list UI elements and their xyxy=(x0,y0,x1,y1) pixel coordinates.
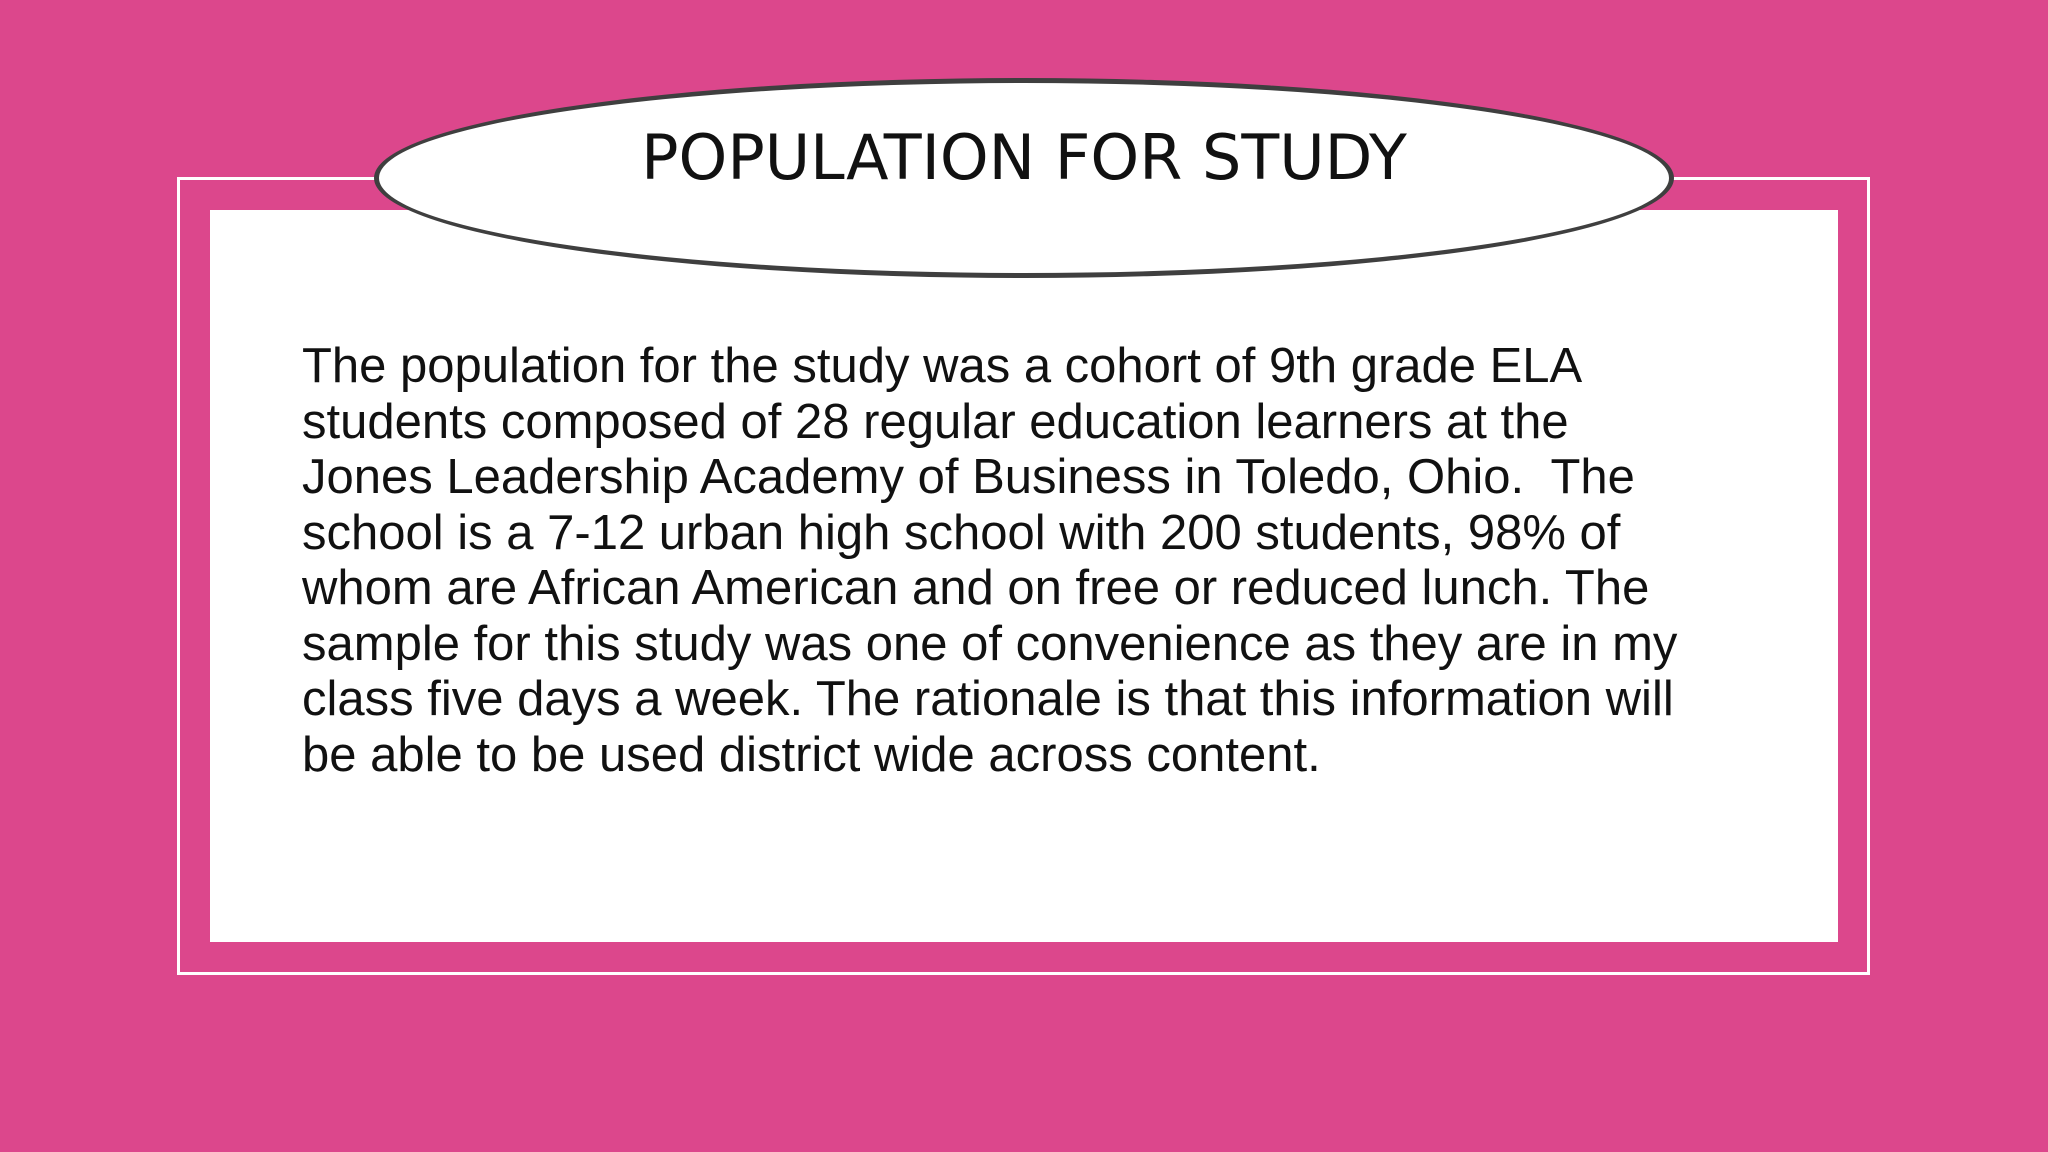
body-line: students composed of 28 regular education learners at the xyxy=(302,394,1569,449)
body-line: The population for the study was a cohort of 9th grade ELA xyxy=(302,339,1583,393)
body-line: sample for this study was one of convenience as they are in my xyxy=(302,616,1678,671)
body-paragraph xyxy=(302,339,1762,783)
slide-title: POPULATION FOR STUDY xyxy=(641,121,1407,194)
body-line: school is a 7-12 urban high school with 200 students, 98% of xyxy=(302,505,1621,560)
body-line: whom are African American and on free or reduced lunch. The xyxy=(302,561,1650,615)
body-line: Jones Leadership Academy of Business in Toledo, Ohio. The xyxy=(302,450,1635,504)
body-line: class five days a week. The rationale is that this information will xyxy=(302,672,1674,726)
body-line: be able to be used district wide across content. xyxy=(302,727,1321,782)
